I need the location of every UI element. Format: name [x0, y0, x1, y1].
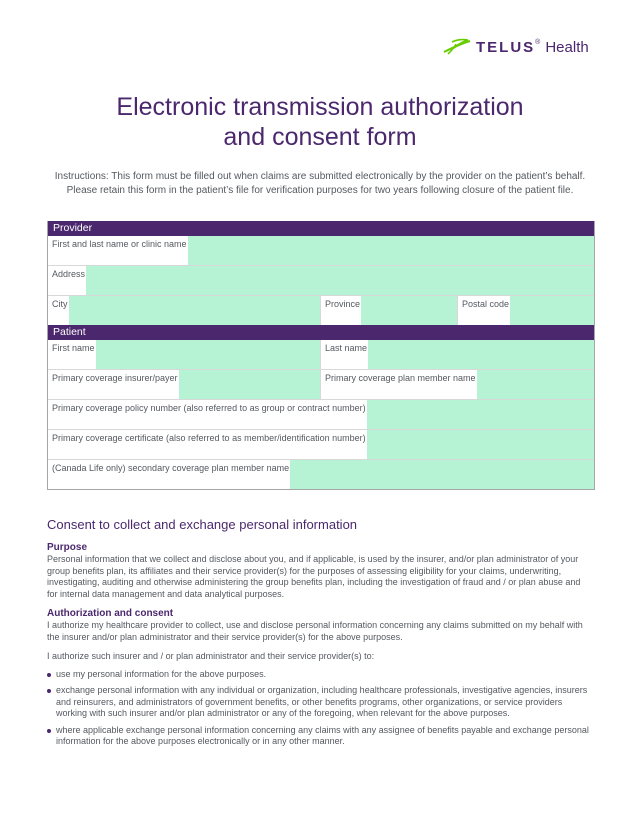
provider-address-input[interactable] — [86, 266, 594, 295]
patient-last-name-field[interactable] — [320, 340, 594, 369]
telus-leaf-icon — [442, 38, 472, 56]
provider-name-input[interactable] — [188, 236, 594, 265]
insurer-label: Primary coverage insurer/payer — [48, 370, 179, 399]
title-line-1: Electronic transmission authorization — [116, 93, 524, 121]
secondary-member-label: (Canada Life only) secondary coverage plan member name — [48, 460, 290, 489]
provider-city-input[interactable] — [69, 296, 321, 325]
provider-address-row — [48, 265, 594, 295]
insurer-input[interactable] — [179, 370, 320, 399]
secondary-member-field[interactable] — [48, 460, 594, 489]
patient-first-name-field[interactable] — [48, 340, 320, 369]
certificate-label: Primary coverage certificate (also referred to as member/identification number) — [48, 430, 367, 459]
consent-form — [47, 221, 595, 490]
telus-health-logo — [442, 36, 589, 58]
provider-postal-label: Postal code — [458, 296, 510, 325]
instructions-line-1: Instructions: This form must be filled out when claims are submitted electronically by the provider on the patient’s behalf. — [54, 171, 586, 182]
provider-postal-field[interactable] — [457, 296, 594, 325]
provider-name-label: First and last name or clinic name — [48, 236, 188, 265]
list-item: where applicable exchange personal information concerning any claims with any assignee of benefits payable and exchange personal information for the above purposes electronically or in any other manner. — [47, 725, 593, 748]
logo-wordmark: TELUS — [476, 38, 536, 56]
patient-coverage-row — [48, 369, 594, 399]
instructions — [40, 170, 600, 198]
authorization-text: I authorize my healthcare provider to collect, use and disclose personal information concerning any claims submitted on my behalf with the insurer and/or plan administrator and their service provider(s) for the above purposes. — [47, 620, 583, 642]
patient-first-name-label: First name — [48, 340, 96, 369]
provider-province-field[interactable] — [320, 296, 457, 325]
provider-name-field[interactable] — [48, 236, 594, 265]
authorization-list — [47, 669, 593, 748]
patient-section-heading: Patient — [48, 325, 594, 340]
policy-number-field[interactable] — [48, 400, 594, 429]
provider-location-row — [48, 295, 594, 325]
member-name-label: Primary coverage plan member name — [321, 370, 477, 399]
provider-province-input[interactable] — [361, 296, 457, 325]
secondary-member-row — [48, 459, 594, 489]
patient-last-name-label: Last name — [321, 340, 368, 369]
logo-registered-mark: ® — [535, 38, 541, 46]
patient-first-name-input[interactable] — [96, 340, 320, 369]
provider-address-field[interactable] — [48, 266, 594, 295]
logo-product: Health — [545, 38, 589, 56]
insurer-field[interactable] — [48, 370, 320, 399]
purpose-text: Personal information that we collect and disclose about you, and if applicable, is used by the insurer, and/or plan administrator of your group benefits plan, its affiliates and their service provider(s) for the purposes of assessing eligibility for your claims, underwriting, investigating, auditing and otherwise administering the group benefits plan, including the investigation of fraud and / or plan abuse and for internal data management and data analytical purposes. — [47, 554, 581, 599]
member-name-input[interactable] — [477, 370, 594, 399]
certificate-field[interactable] — [48, 430, 594, 459]
policy-number-label: Primary coverage policy number (also referred to as group or contract number) — [48, 400, 367, 429]
consent-section — [47, 517, 593, 753]
provider-section-heading: Provider — [48, 221, 594, 236]
provider-name-row — [48, 236, 594, 265]
provider-postal-input[interactable] — [510, 296, 594, 325]
patient-name-row — [48, 340, 594, 369]
certificate-input[interactable] — [367, 430, 594, 459]
authorization-heading: Authorization and consent — [47, 608, 174, 619]
certificate-row — [48, 429, 594, 459]
purpose-heading: Purpose — [47, 542, 88, 553]
policy-number-input[interactable] — [367, 400, 594, 429]
member-name-field[interactable] — [320, 370, 594, 399]
consent-heading: Consent to collect and exchange personal information — [47, 517, 358, 532]
instructions-line-2: Please retain this form in the patient’s file for verification purposes for two years following closure of the patient file. — [66, 185, 574, 196]
provider-city-field[interactable] — [48, 296, 320, 325]
provider-city-label: City — [48, 296, 69, 325]
provider-province-label: Province — [321, 296, 361, 325]
list-item: use my personal information for the above purposes. — [47, 669, 593, 681]
policy-number-row — [48, 399, 594, 429]
page-title — [0, 92, 640, 152]
secondary-member-input[interactable] — [290, 460, 594, 489]
authorize-intro: I authorize such insurer and / or plan administrator and their service provider(s) to: — [47, 651, 375, 661]
title-line-2: and consent form — [223, 123, 417, 151]
patient-last-name-input[interactable] — [368, 340, 594, 369]
provider-address-label: Address — [48, 266, 86, 295]
list-item: exchange personal information with any individual or organization, including healthcare professionals, investigative agencies, insurers and reinsurers, and administrators of government benefits, or other benefits programs, other organizations, or service providers working with such insurer and/or plan administrator or any of the foregoing, when relevant for the above purposes. — [47, 685, 593, 720]
